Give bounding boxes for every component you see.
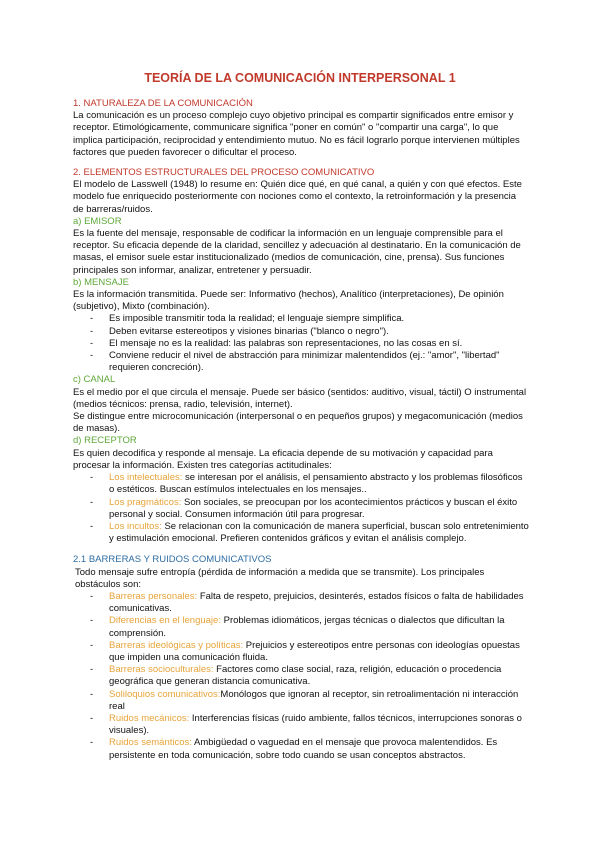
receptor-text: Es quien decodifica y responde al mensaje. La eficacia depende de su motivación y capacidad para procesar la información. Existen tres categorías actitudinales: bbox=[73, 447, 493, 471]
receptor-list bbox=[73, 472, 529, 545]
receptor-heading: d) RECEPTOR bbox=[73, 435, 137, 447]
list-item: - Los intelectuales: se interesan por el análisis, el pensamiento abstracto y los problemas filosóficos o estéticos. Buscan estímulos intelectuales en los mensajes.. bbox=[90, 472, 523, 496]
canal-text-1: Es el medio por el que circula el mensaje. Puede ser básico (sentidos: auditivo, visual, táctil) O instrumental (medios técnicos: prensa, radio, televisión, internet). bbox=[73, 386, 527, 410]
list-item: - Diferencias en el lenguaje: Problemas idiomáticos, jergas técnicas o dialectos que dificultan la comprensión. bbox=[90, 615, 505, 639]
emisor-text: Es la fuente del mensaje, responsable de codificar la información en un lenguaje comprensible para el receptor. Su eficacia depende de la claridad, sencillez y adecuación al destinatario. En la comunicación de masas, el emisor suele estar institucionalizado (medios de comunicación, cine, prensa). Sus funciones principales son informar, analizar, entretener y persuadir. bbox=[73, 228, 521, 276]
mensaje-heading: b) MENSAJE bbox=[73, 276, 129, 288]
list-item: - Es imposible transmitir toda la realidad; el lenguaje siempre simplifica. bbox=[90, 313, 405, 325]
list-item: - Barreras ideológicas y políticas: Prejuicios y estereotipos entre personas con ideologías opuestas que impiden una comunicación fluida. bbox=[90, 639, 520, 663]
list-item: - Conviene reducir el nivel de abstracción para minimizar malentendidos (ej.: "amor", "libertad" requieren concreción). bbox=[90, 350, 500, 374]
canal-text-2: Se distingue entre microcomunicación (interpersonal o en pequeños grupos) y megacomunicación (medios de masas). bbox=[73, 411, 523, 435]
section21-text: Todo mensaje sufre entropía (pérdida de información a medida que se transmite). Los principales obstáculos son: bbox=[75, 566, 485, 590]
list-item: - Barreras personales: Falta de respeto, prejuicios, desinterés, estados físicos o falta de habilidades comunicativas. bbox=[90, 590, 524, 615]
list-item: - Los pragmáticos: Son sociales, se preocupan por los acontecimientos prácticos y buscan el éxito personal y social. Consumen información útil para progresar. bbox=[90, 496, 518, 520]
list-item: - Soliloquios comunicativos:Monólogos que ignoran al receptor, sin retroalimentación ni interacción real bbox=[90, 688, 519, 712]
emisor-heading: a) EMISOR bbox=[73, 215, 122, 227]
list-item: - Deben evitarse estereotipos y visiones binarias ("blanco o negro"). bbox=[90, 325, 389, 337]
canal-heading: c) CANAL bbox=[73, 374, 116, 386]
mensaje-list bbox=[73, 313, 529, 374]
list-item: - Ruidos mecánicos: Interferencias físicas (ruido ambiente, fallos técnicos, interrupciones sonoras o visuales). bbox=[90, 712, 522, 737]
list-item: - El mensaje no es la realidad: las palabras son representaciones, no las cosas en sí. bbox=[90, 337, 463, 349]
list-item: - Los incultos: Se relacionan con la comunicación de manera superficial, buscan solo entretenimiento y estimulación emocional. Prefieren contenidos gráficos y evitan el análisis complejo. bbox=[90, 520, 529, 545]
barreras-list bbox=[73, 591, 529, 762]
section2-heading: 2. ELEMENTOS ESTRUCTURALES DEL PROCESO COMUNICATIVO bbox=[73, 167, 375, 179]
list-item: - Ruidos semánticos: Ambigüedad o vaguedad en el mensaje que provoca malentendidos. Es persistente en toda comunicación, sobre todo cuando se usan conceptos abstractos. bbox=[90, 737, 498, 761]
section1-text: La comunicación es un proceso complejo cuyo objetivo principal es compartir significados entre emisor y receptor. Etimológicamente, communicare significa "poner en común" o "compartir una carga", lo que implica participación, reciprocidad y entendimiento mutuo. No es fácil lograrlo porque intervienen múltiples factores que pueden favorecer o dificultar el proceso. bbox=[73, 110, 520, 158]
section21-heading: 2.1 BARRERAS Y RUIDOS COMUNICATIVOS bbox=[73, 554, 272, 566]
section1-heading: 1. NATURALEZA DE LA COMUNICACIÓN bbox=[73, 98, 253, 109]
list-item: - Barreras socioculturales: Factores como clase social, raza, religión, educación o procedencia geográfica que generan distancia comunicativa. bbox=[90, 664, 502, 688]
mensaje-text: Es la información transmitida. Puede ser: Informativo (hechos), Analítico (interpretaciones), De opinión (subjetivo), Mixto (combinación). bbox=[73, 289, 504, 313]
page-title: TEORÍA DE LA COMUNICACIÓN INTERPERSONAL 1 bbox=[144, 71, 456, 85]
section2-text: El modelo de Lasswell (1948) lo resume en: Quién dice qué, en qué canal, a quién y con qué efectos. Este modelo fue enriquecido posteriormente con nociones como el contexto, la retroinformación y la presencia de barreras/ruidos. bbox=[73, 179, 522, 215]
document-body bbox=[73, 98, 529, 762]
